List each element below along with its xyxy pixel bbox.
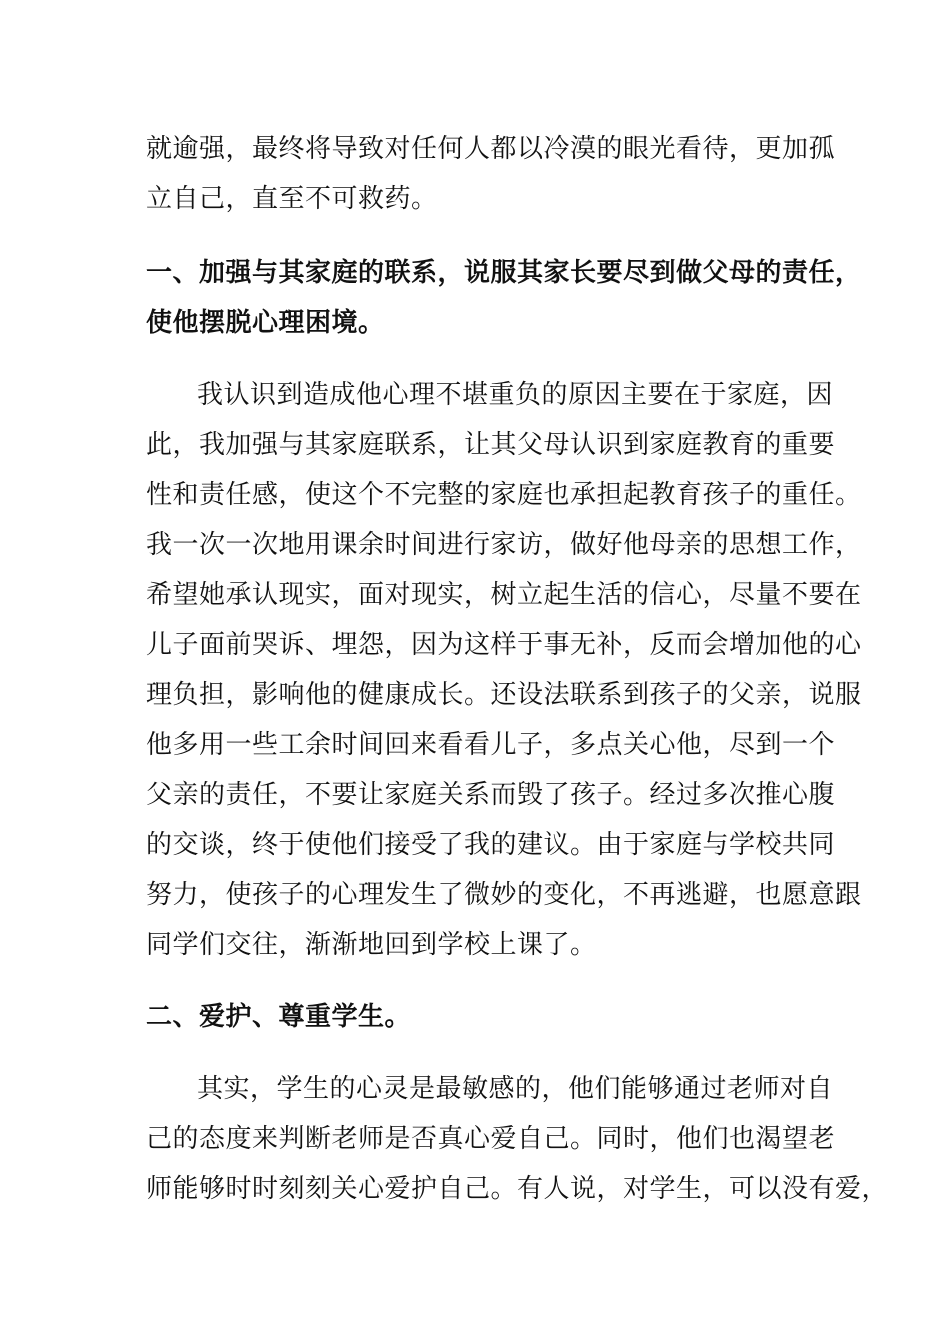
paragraph-line: 父亲的责任，不要让家庭关系而毁了孩子。经过多次推心腹 xyxy=(146,780,836,810)
paragraph-line: 理负担，影响他的健康成长。还设法联系到孩子的父亲，说服 xyxy=(146,680,862,710)
paragraph-line: 此，我加强与其家庭联系，让其父母认识到家庭教育的重要 xyxy=(146,430,836,460)
paragraph-line: 性和责任感，使这个不完整的家庭也承担起教育孩子的重任。 xyxy=(146,480,862,510)
paragraph-line: 同学们交往，渐渐地回到学校上课了。 xyxy=(146,930,597,960)
paragraph-line: 我认识到造成他心理不堪重负的原因主要在于家庭，因 xyxy=(197,380,834,410)
paragraph-line: 其实，学生的心灵是最敏感的，他们能够通过老师对自 xyxy=(197,1074,834,1104)
paragraph-line: 师能够时时刻刻关心爱护自己。有人说，对学生，可以没有爱， xyxy=(146,1174,889,1204)
paragraph-line: 努力，使孩子的心理发生了微妙的变化，不再逃避，也愿意跟 xyxy=(146,880,862,910)
paragraph-line: 儿子面前哭诉、埋怨，因为这样于事无补，反而会增加他的心 xyxy=(146,630,862,660)
paragraph-line: 己的态度来判断老师是否真心爱自己。同时，他们也渴望老 xyxy=(146,1124,836,1154)
text-line: 就逾强，最终将导致对任何人都以冷漠的眼光看待，更加孤 xyxy=(146,134,836,164)
text-line: 立自己，直至不可救药。 xyxy=(146,184,438,214)
section-heading: 二、爱护、尊重学生。 xyxy=(146,1002,412,1032)
paragraph-line: 希望她承认现实，面对现实，树立起生活的信心，尽量不要在 xyxy=(146,580,862,610)
paragraph-line: 的交谈，终于使他们接受了我的建议。由于家庭与学校共同 xyxy=(146,830,836,860)
paragraph-line: 我一次一次地用课余时间进行家访，做好他母亲的思想工作， xyxy=(146,530,862,560)
section-heading: 使他摆脱心理困境。 xyxy=(146,308,385,338)
paragraph-line: 他多用一些工余时间回来看看儿子，多点关心他，尽到一个 xyxy=(146,730,836,760)
section-heading: 一、加强与其家庭的联系，说服其家长要尽到做父母的责任， xyxy=(146,258,862,288)
